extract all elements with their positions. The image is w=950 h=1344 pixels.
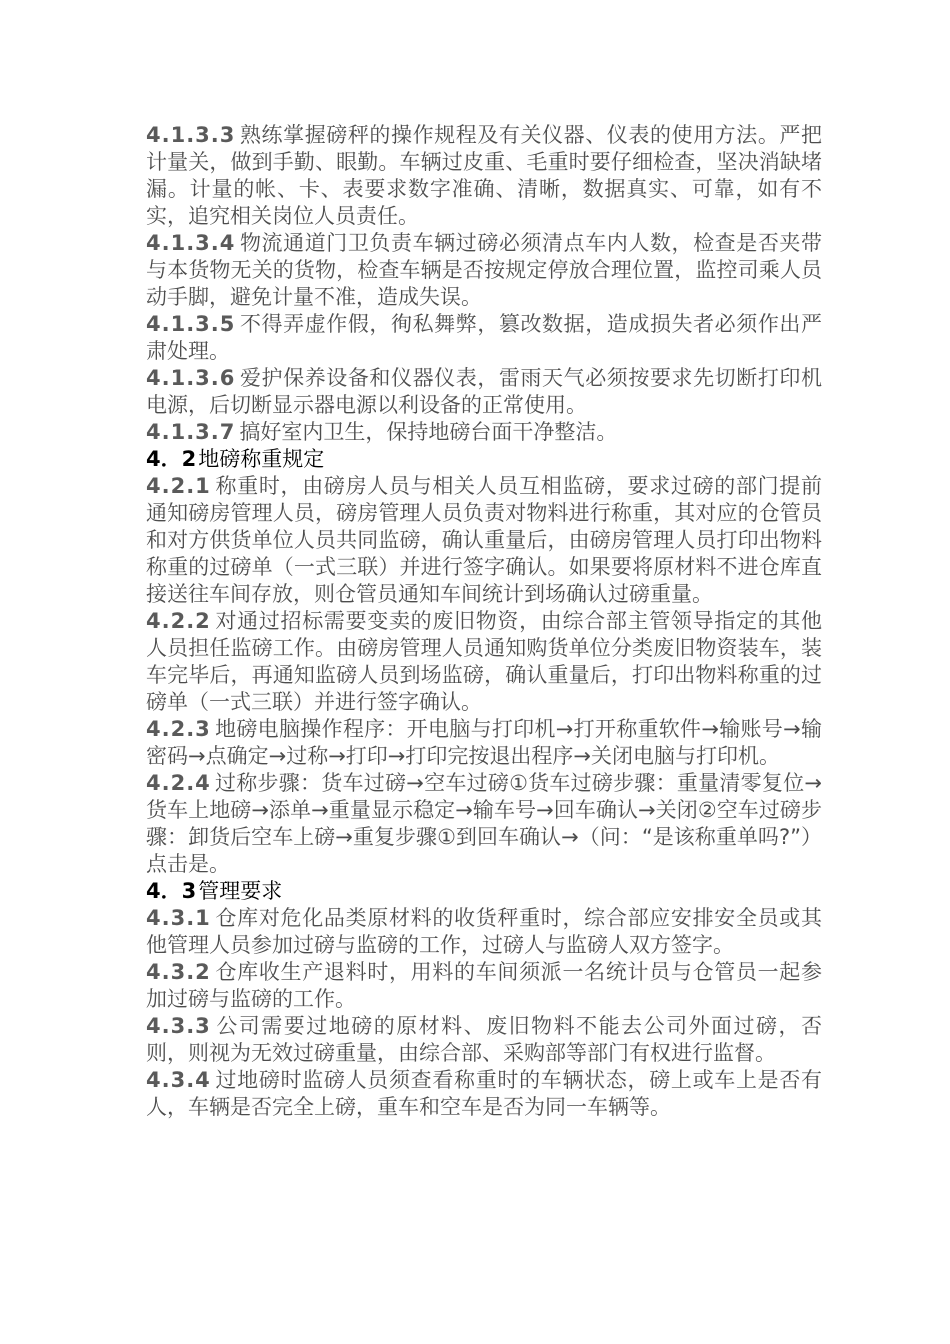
clause-number: 4.2.2 — [146, 609, 211, 633]
clause-number: 4.3.1 — [146, 906, 211, 930]
clause-4-3-2 — [146, 959, 822, 1013]
clause-number: 4.3.3 — [146, 1014, 211, 1038]
clause-4-1-3-7 — [146, 419, 822, 446]
clause-4-3-1 — [146, 905, 822, 959]
section-title: 管理要求 — [198, 879, 283, 903]
clause-text: 对通过招标需要变卖的废旧物资，由综合部主管领导指定的其他人员担任监磅工作。由磅房管理人员通知购货单位分类废旧物资装车，装车完毕后，再通知监磅人员到场监磅，确认重量后，打印出物料称重的过磅单（一式三联）并进行签字确认。 — [146, 609, 822, 714]
section-heading-4-3 — [146, 878, 822, 905]
clause-text: 仓库对危化品类原材料的收货秤重时，综合部应安排安全员或其他管理人员参加过磅与监磅的工作，过磅人与监磅人双方签字。 — [146, 906, 822, 957]
clause-text: 不得弄虚作假，徇私舞弊，篡改数据，造成损失者必须作出严肃处理。 — [146, 312, 822, 363]
clause-4-1-3-5 — [146, 311, 822, 365]
clause-number: 4.1.3.5 — [146, 312, 236, 336]
clause-text: 熟练掌握磅秤的操作规程及有关仪器、仪表的使用方法。严把计量关，做到手勤、眼勤。车辆过皮重、毛重时要仔细检查，坚决消缺堵漏。计量的帐、卡、表要求数字准确、清晰，数据真实、可靠，如有不实，追究相关岗位人员责任。 — [146, 123, 822, 228]
clause-number: 4.2.1 — [146, 474, 211, 498]
clause-4-1-3-6 — [146, 365, 822, 419]
document-page — [146, 122, 822, 1121]
clause-number: 4.1.3.6 — [146, 366, 236, 390]
clause-4-2-3 — [146, 716, 822, 770]
section-title: 地磅称重规定 — [198, 447, 325, 471]
clause-text: 公司需要过地磅的原材料、废旧物料不能去公司外面过磅，否则，则视为无效过磅重量，由综合部、采购部等部门有权进行监督。 — [146, 1014, 822, 1065]
clause-4-3-4 — [146, 1067, 822, 1121]
clause-number: 4.1.3.3 — [146, 123, 236, 147]
clause-number: 4.2.3 — [146, 717, 211, 741]
clause-number: 4.3.4 — [146, 1068, 211, 1092]
clause-4-2-1 — [146, 473, 822, 608]
section-heading-4-2 — [146, 446, 822, 473]
clause-4-1-3-4 — [146, 230, 822, 311]
clause-4-1-3-3 — [146, 122, 822, 230]
clause-text: 过称步骤：货车过磅→空车过磅①货车过磅步骤：重量清零复位→货车上地磅→添单→重量显示稳定→输车号→回车确认→关闭②空车过磅步骤：卸货后空车上磅→重复步骤①到回车确认→（问：“是该称重单吗?”）点击是。 — [146, 771, 822, 876]
clause-text: 过地磅时监磅人员须查看称重时的车辆状态，磅上或车上是否有人，车辆是否完全上磅，重车和空车是否为同一车辆等。 — [146, 1068, 822, 1119]
clause-4-2-4 — [146, 770, 822, 878]
clause-text: 仓库收生产退料时，用料的车间须派一名统计员与仓管员一起参加过磅与监磅的工作。 — [146, 960, 822, 1011]
clause-number: 4.2.4 — [146, 771, 211, 795]
clause-text: 地磅电脑操作程序：开电脑与打印机→打开称重软件→输账号→输密码→点确定→过称→打印→打印完按退出程序→关闭电脑与打印机。 — [146, 717, 822, 768]
clause-text: 称重时，由磅房人员与相关人员互相监磅，要求过磅的部门提前通知磅房管理人员，磅房管理人员负责对物料进行称重，其对应的仓管员和对方供货单位人员共同监磅，确认重量后，由磅房管理人员打印出物料称重的过磅单（一式三联）并进行签字确认。如果要将原材料不进仓库直接送往车间存放，则仓管员通知车间统计到场确认过磅重量。 — [146, 474, 822, 606]
clause-4-3-3 — [146, 1013, 822, 1067]
clause-number: 4.1.3.4 — [146, 231, 236, 255]
clause-number: 4.1.3.7 — [146, 420, 236, 444]
section-number: 4．3 — [146, 879, 197, 903]
clause-number: 4.3.2 — [146, 960, 211, 984]
section-number: 4．2 — [146, 447, 197, 471]
clause-text: 搞好室内卫生，保持地磅台面干净整洁。 — [239, 420, 618, 444]
clause-4-2-2 — [146, 608, 822, 716]
clause-text: 物流通道门卫负责车辆过磅必须清点车内人数，检查是否夹带与本货物无关的货物，检查车辆是否按规定停放合理位置，监控司乘人员动手脚，避免计量不准，造成失误。 — [146, 231, 822, 309]
clause-text: 爱护保养设备和仪器仪表，雷雨天气必须按要求先切断打印机电源，后切断显示器电源以利设备的正常使用。 — [146, 366, 822, 417]
